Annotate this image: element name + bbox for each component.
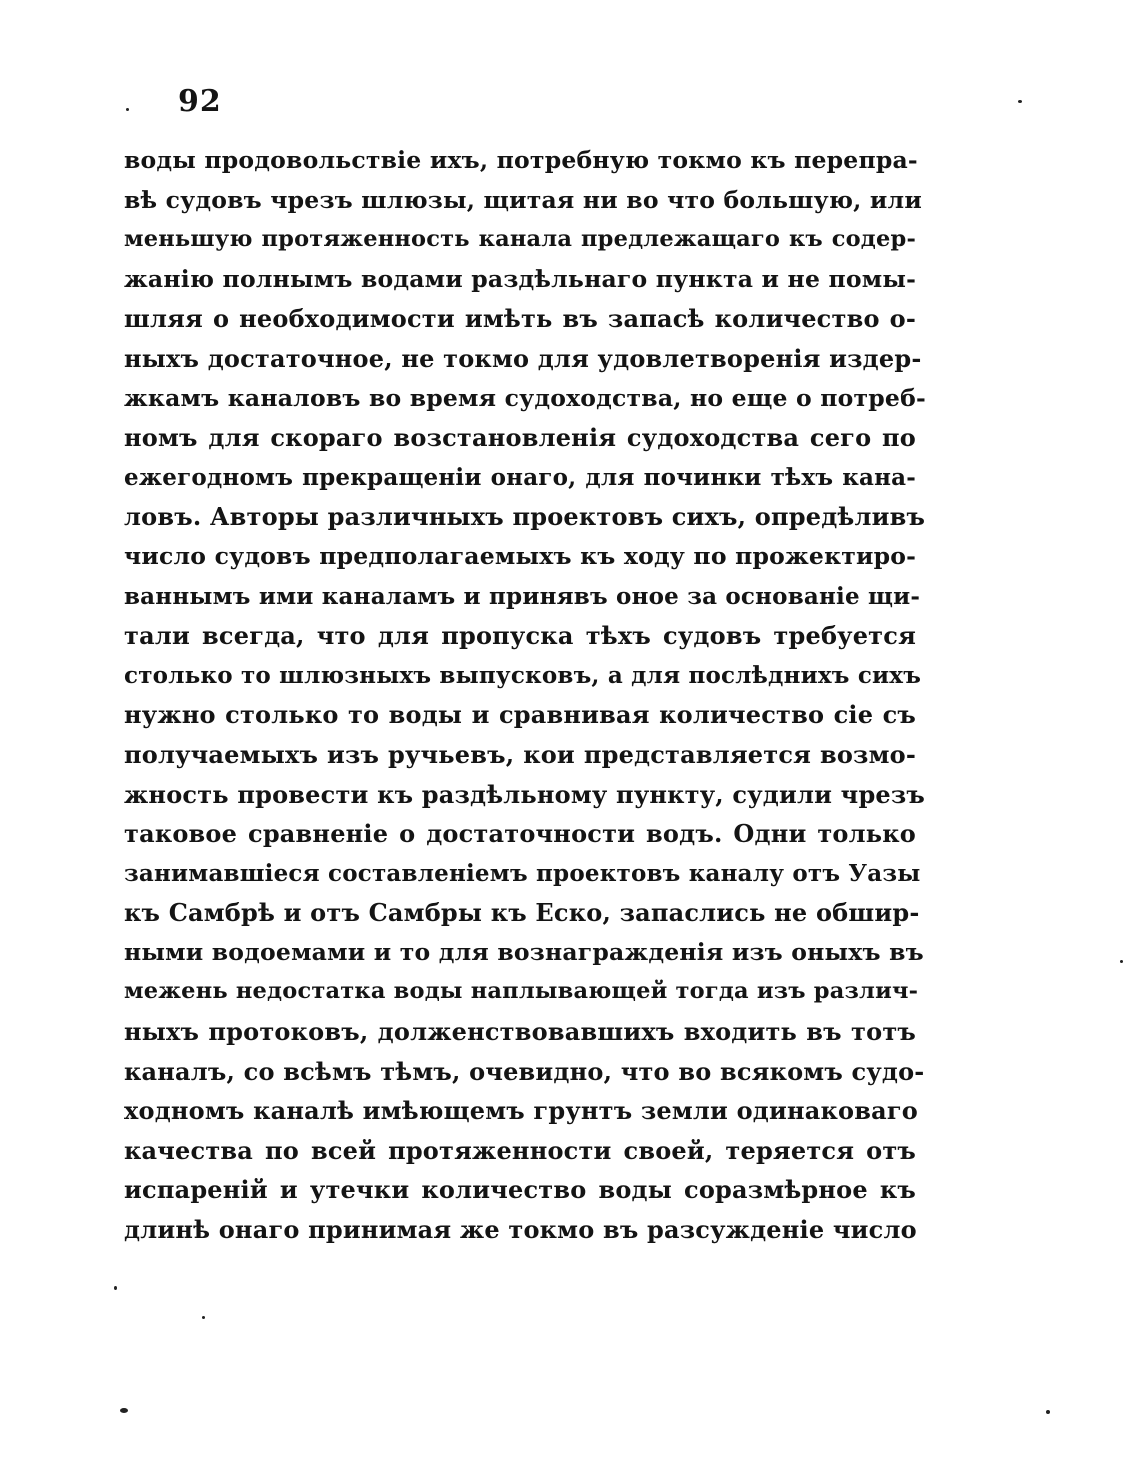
body-text bbox=[124, 141, 926, 1250]
text-line: получаемыхъ изъ ручьевъ, кои представляется возмо- bbox=[124, 739, 916, 769]
text-line: воды продовольствіе ихъ, потребную токмо къ перепра- bbox=[124, 146, 918, 174]
scan-speck bbox=[120, 1408, 128, 1413]
text-line: каналъ, со всѣмъ тѣмъ, очевидно, что во всякомъ судо- bbox=[124, 1056, 925, 1086]
text-line: качества по всей протяженности своей, теряется отъ bbox=[124, 1135, 916, 1165]
text-line: вѣ судовъ чрезъ шлюзы, щитая ни во что большую, или bbox=[124, 185, 922, 214]
text-line: испареній и утечки количество воды соразмѣрное къ bbox=[124, 1175, 916, 1205]
text-line: столько то шлюзныхъ выпусковъ, а для послѣднихъ сихъ bbox=[124, 661, 922, 689]
text-line: ными водоемами и то для вознагражденія изъ оныхъ въ bbox=[124, 937, 924, 966]
scan-speck bbox=[202, 1316, 205, 1319]
text-line: межень недостатка воды наплывающей тогда изъ различ- bbox=[124, 978, 919, 1005]
text-line: нужно столько то воды и сравнивая количество сіе съ bbox=[124, 700, 916, 730]
scan-speck bbox=[1046, 1410, 1050, 1414]
text-line: длинѣ онаго принимая же токмо въ разсужденіе число bbox=[124, 1215, 917, 1245]
text-line: занимавшіеся составленіемъ проектовъ каналу отъ Уазы bbox=[124, 859, 921, 887]
scan-speck bbox=[126, 108, 129, 111]
text-line: число судовъ предполагаемыхъ къ ходу по прожектиро- bbox=[124, 541, 917, 570]
text-line: шляя о необходимости имѣть въ запасѣ количество о- bbox=[124, 304, 916, 334]
text-line: жкамъ каналовъ во время судоходства, но еще о потреб- bbox=[124, 383, 926, 412]
text-line: тали всегда, что для пропуска тѣхъ судовъ требуется bbox=[124, 621, 916, 651]
text-line: жанію полнымъ водами раздѣльнаго пункта и не помы- bbox=[124, 264, 917, 293]
text-line: таковое сравненіе о достаточности водъ. Одни только bbox=[124, 819, 916, 849]
text-line: ловъ. Авторы различныхъ проектовъ сихъ, опредѣливъ bbox=[124, 502, 926, 532]
scan-speck bbox=[114, 1286, 117, 1290]
text-line: ваннымъ ими каналамъ и принявъ оное за основаніе щи- bbox=[124, 582, 921, 610]
text-line: ныхъ протоковъ, долженствовавшихъ входить въ тотъ bbox=[124, 1017, 916, 1047]
text-line: ежегодномъ прекращеніи онаго, для починки тѣхъ кана- bbox=[124, 463, 916, 491]
scan-speck bbox=[1018, 100, 1022, 103]
text-line: ныхъ достаточное, не токмо для удовлетворенія издер- bbox=[124, 343, 922, 373]
text-line: жность провести къ раздѣльному пункту, судили чрезъ bbox=[124, 779, 926, 809]
page-number: 92 bbox=[178, 84, 222, 119]
text-line: къ Самбрѣ и отъ Самбры къ Еско, запаслись не обшир- bbox=[124, 898, 920, 928]
text-line: меньшую протяженность канала предлежащаго къ содер- bbox=[124, 226, 916, 253]
text-line: номъ для скораго возстановленія судоходства сего по bbox=[124, 423, 916, 453]
text-line: ходномъ каналѣ имѣющемъ грунтъ земли одинаковаго bbox=[124, 1096, 919, 1126]
scan-speck bbox=[1120, 960, 1123, 963]
